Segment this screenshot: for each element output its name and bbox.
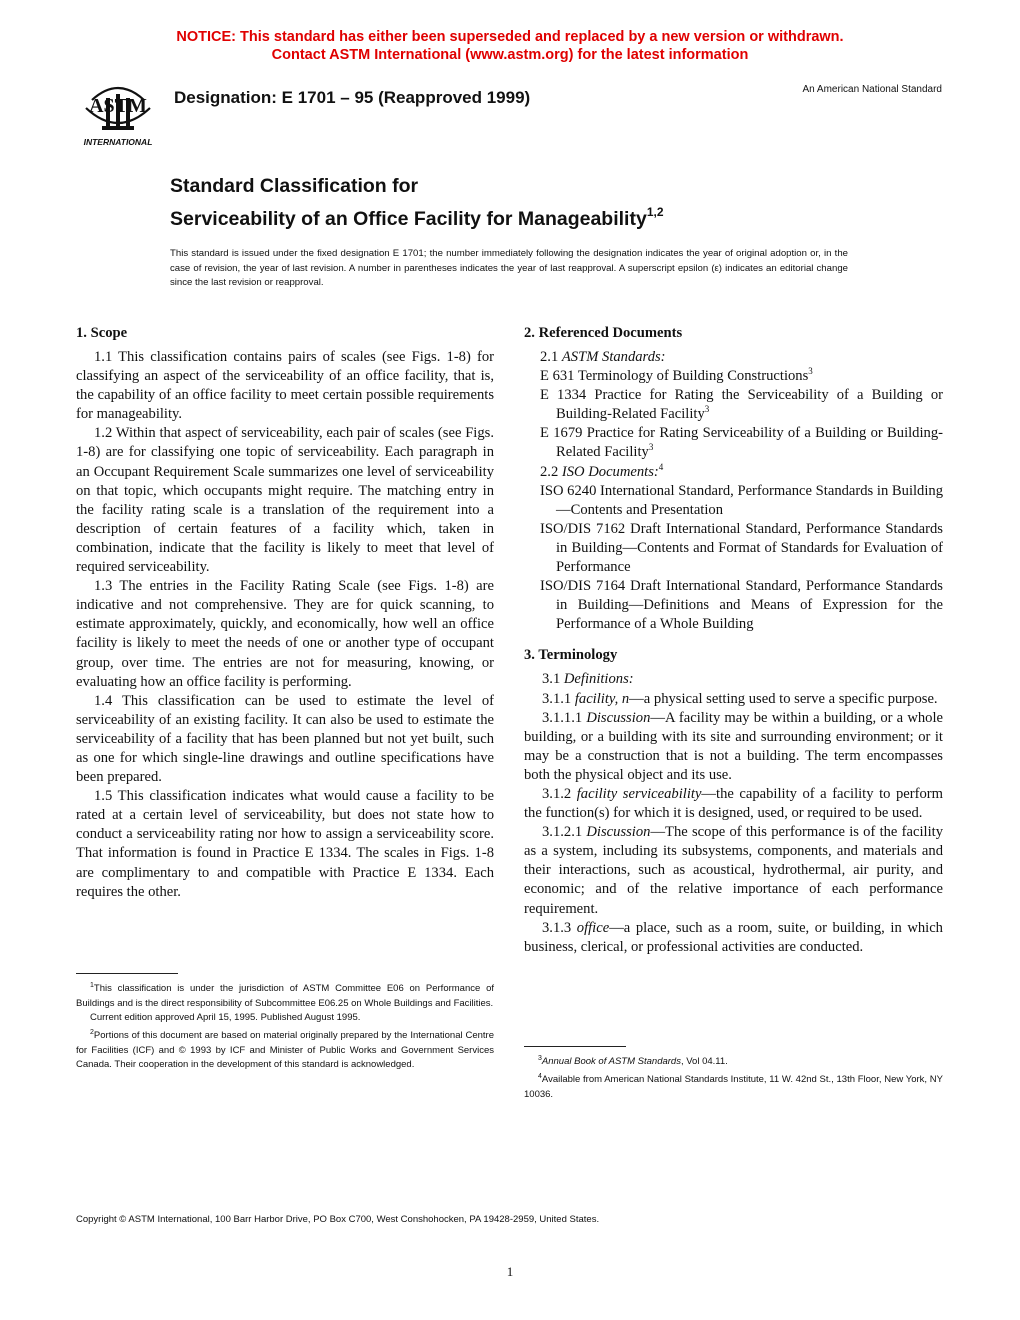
astm-logo — [76, 78, 160, 148]
def-facility: 3.1.1 facility, n—a physical setting used to serve a specific purpose. — [542, 690, 938, 707]
title-footnote-ref: 1,2 — [646, 205, 664, 219]
iso-documents-label: 2.2 ISO Documents:$^4$ — [540, 461, 664, 480]
document-title — [170, 173, 664, 232]
discussion-serviceability: 3.1.2.1 Discussion—The scope of this performance is of the facility as a system, including its subsystems, components, and materials and their interactions, such as acoustical, hydrothermal, air purity, and economic; and of the relative importance of each performance requirement. — [524, 824, 943, 917]
issued-note: This standard is issued under the fixed designation E 1701; the number immediately following the designation indicates the year of original adoption or, in the case of revision, the year of last revision. A number in parentheses indicates the year of last reapproval. A superscript epsilon (ε) indicates an editorial change since the last revision or reapproval. — [170, 248, 848, 288]
scope-1-1: 1.1 This classification contains pairs of scales (see Figs. 1-8) for classifying an aspect of the serviceability of an office facility, that is, the capability of an office facility to meet certain possible requirements for manageability. — [76, 349, 494, 423]
right-column — [524, 322, 943, 957]
footnote-rule — [76, 973, 178, 974]
ref-iso7162: ISO/DIS 7162 Draft International Standard, Performance Standards in Building—Contents and Format of Standards for Evaluation of Performance — [540, 520, 943, 576]
copyright: Copyright © ASTM International, 100 Barr Harbor Drive, PO Box C700, West Conshohocken, PA 19428-2959, United States. — [76, 1214, 600, 1225]
title-line-1: Standard Classification for — [170, 175, 419, 197]
discussion-facility: 3.1.1.1 Discussion—A facility may be within a building, or a whole building, or a building with its site and surrounding environment; or it may be a construction that is not a building. The term encompasses both the physical object and its use. — [524, 709, 944, 783]
footnote-rule-right — [524, 1046, 626, 1047]
scope-heading: 1. Scope — [76, 325, 128, 341]
notice-line-1: NOTICE: This standard has either been superseded and replaced by a new version or withdrawn. — [176, 29, 844, 45]
footnotes-right — [524, 1046, 943, 1102]
footnote-4: $^4$Available from American National Standards Institute, 11 W. 42nd St., 13th Floor, New York, NY 10036. — [524, 1072, 943, 1100]
title-line-2: Serviceability of an Office Facility for Manageability — [170, 208, 647, 230]
logo-text: ASTM — [89, 95, 147, 117]
footnote-3: $^3$Annual Book of ASTM Standards, Vol 04.11. — [538, 1055, 728, 1068]
def-office: 3.1.3 office—a place, such as a room, suite, or building, in which business, clerical, or professional activities are conducted. — [524, 919, 943, 955]
footnote-1-edition: Current edition approved April 15, 1995. Published August 1995. — [90, 1012, 361, 1024]
referenced-heading: 2. Referenced Documents — [524, 325, 683, 341]
ref-e1334: E 1334 Practice for Rating the Serviceability of a Building or Building-Related Facility$^3$ — [540, 387, 943, 423]
astm-logo-mark — [76, 78, 160, 148]
scope-1-3: 1.3 The entries in the Facility Rating Scale (see Figs. 1-8) are indicative and not comprehensive. They are for quick scanning, to estimate approximately, quickly, and economically, how well an office facility is likely to meet the needs of one or another type of occupant group, over time. The entries are not for measuring, knowing, or evaluating how an office facility is performing. — [76, 578, 494, 690]
left-column — [76, 322, 494, 902]
astm-standards-label: 2.1 ASTM Standards: — [540, 349, 666, 365]
footnote-2: $^2$Portions of this document are based on material originally prepared by the International Centre for Facilities (ICF) and © 1993 by ICF and Minister of Public Works and Government Services Canada. Their cooperation in the development of this standard is acknowledged. — [76, 1028, 494, 1071]
ref-iso6240: ISO 6240 International Standard, Performance Standards in Building—Contents and Presentation — [540, 482, 943, 518]
american-national-standard-label: An American National Standard — [802, 84, 942, 95]
designation: Designation: E 1701 – 95 (Reapproved 1999) — [174, 88, 531, 107]
footnote-1: $^1$This classification is under the jurisdiction of ASTM Committee E06 on Performance of Buildings and is the direct responsibility of Subcommittee E06.25 on Whole Buildings and Facilities. — [76, 982, 494, 1009]
definitions-label: 3.1 Definitions: — [542, 671, 634, 688]
terminology-heading: 3. Terminology — [524, 647, 618, 664]
ref-iso7164: ISO/DIS 7164 Draft International Standard, Performance Standards in Building—Definitions and Means of Expression for the Performance of a Whole Building — [540, 578, 943, 633]
def-facility-serviceability: 3.1.2 facility serviceability—the capability of a facility to perform the function(s) for which it is designed, used, or required to be used. — [524, 785, 943, 822]
ref-e631: E 631 Terminology of Building Constructions$^3$ — [540, 366, 813, 385]
ref-e1679: E 1679 Practice for Rating Serviceability of a Building or Building-Related Facility$^3$ — [540, 425, 943, 461]
scope-1-5: 1.5 This classification indicates what would cause a facility to be rated at a certain level of serviceability, but does not state how to conduct a serviceability rating nor how to assign a serviceability score. That information is found in Practice E 1334. The scales in Figs. 1-8 are complimentary to and compatible with Practice E 1334. Each requires the other. — [76, 788, 494, 900]
footnotes-left — [76, 973, 494, 1073]
scope-1-4: 1.4 This classification can be used to estimate the level of serviceability of an existing facility. It can also be used to estimate the serviceability of a facility that has been planned but not yet built, such as one for which single-line drawings and outline specifications have been prepared. — [76, 692, 494, 786]
notice-line-2: Contact ASTM International (www.astm.org) for the latest information — [271, 47, 749, 63]
logo-subtext: INTERNATIONAL — [83, 137, 153, 147]
page-number: 1 — [506, 1264, 514, 1279]
scope-1-2: 1.2 Within that aspect of serviceability, each pair of scales (see Figs. 1-8) are for classifying one topic of serviceability. Each paragraph in an Occupant Requirement Scale summarizes one level of serviceability on that topic, which occupants might require. The matching entry in the facility rating scale is a translation of the requirement into a description of certain features of a facility which, taken in combination, indicate that the facility is likely to meet that level of required serviceability. — [76, 425, 494, 576]
